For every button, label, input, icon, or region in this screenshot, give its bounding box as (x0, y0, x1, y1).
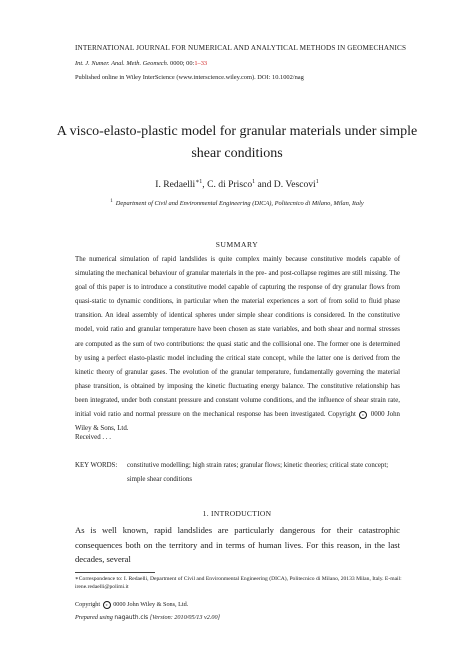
author-mark: ∗1 (195, 179, 203, 185)
keywords-text: constitutive modelling; high strain rates; granular flows; kinetic theories; critical state concept; simple shear conditions (127, 462, 389, 483)
author-separator: , (202, 179, 208, 191)
document-class: nagauth.cls (114, 615, 149, 621)
keywords-label: KEY WORDS: (75, 462, 118, 469)
received-line: Received . . . (75, 434, 111, 441)
keywords-block (75, 459, 400, 487)
prepared-version: [Version: 2010/05/13 v2.00] (148, 614, 221, 621)
author-name: I. Redaelli (155, 179, 196, 191)
footnote-divider (75, 572, 155, 573)
copyright-suffix: 0000 John Wiley & Sons, Ltd. (111, 601, 189, 608)
author-list (50, 178, 424, 190)
affiliation-mark: 1 (110, 199, 113, 204)
journal-abbrev: Int. J. Numer. Anal. Meth. Geomech. (75, 60, 169, 67)
page-range-link[interactable]: 1–33 (194, 60, 208, 67)
author-name: C. di Prisco (207, 179, 253, 191)
prepared-using-line (75, 614, 220, 621)
introduction-paragraph: As is well known, rapid landslides are particularly dangerous for their catastrophic consequences both on the territory and in terms of human lives. For this reason, in the last decades, several (75, 525, 400, 564)
published-online-line: Published online in Wiley InterScience (www.interscience.wiley.com). DOI: 10.1002/nag (75, 74, 304, 81)
journal-title: INTERNATIONAL JOURNAL FOR NUMERICAL AND ANALYTICAL METHODS IN GEOMECHANICS (75, 44, 407, 52)
author-separator: and (255, 179, 274, 191)
journal-volume: 0000; 00: (168, 60, 195, 67)
summary-heading: SUMMARY (215, 240, 259, 249)
copyright-icon: c (359, 411, 367, 419)
prepared-prefix: Prepared using (75, 614, 115, 621)
author-mark: 1 (252, 179, 256, 185)
author-mark: 1 (315, 179, 319, 185)
summary-copyright: 0000 John Wiley & Sons, Ltd. (75, 411, 400, 433)
section-heading-introduction: 1. INTRODUCTION (202, 509, 272, 518)
affiliation-text: Department of Civil and Environmental Engineering (DICA), Politecnico di Milano, Milan, Italy (115, 200, 364, 208)
copyright-icon: c (103, 601, 111, 609)
copyright-prefix: Copyright (75, 601, 101, 608)
summary-text: The numerical simulation of rapid landslides is quite complex mainly because constitutive models capable of simulating the mechanical behaviour of granular materials in the pre- and post-collapse regimes are still missing. The goal of this paper is to introduce a constitutive model capable of capturing the response of dry granular flows from quasi-static to dynamic conditions, in particular when the material experiences a sort of from solid to fluid phase transition. An ideal assembly of identical spheres under simple shear conditions is considered. In the constitutive model, void ratio and granular temperature have been chosen as state variables, and both shear and normal stresses are computed as the sum of two contributions: the quasi static and the collisional one. The former one is determined by using a perfect elasto-plastic model including the critical state concept, while the latter one is derived from the kinetic theory of granular gases. The evolution of the granular temperature, fundamentally governing the material phase transition, is obtained by imposing the kinetic fluctuating energy balance. The constitutive relationship has been integrated, under both constant pressure and constant volume conditions, and the influence of shear strain rate, initial void ratio and normal pressure on the mechanical response has been investigated. Copyright (75, 256, 400, 419)
footer-copyright (75, 601, 188, 609)
journal-citation (75, 60, 207, 67)
paper-title: A visco-elasto-plastic model for granular materials under simple shear conditions (56, 124, 418, 161)
correspondence-footnote: ∗Correspondence to: I. Redaelli, Department of Civil and Environmental Engineering (DICA), Politecnico di Milano, 20133 Milan, Italy. E-mail: irene.redaelli@polimi.it (75, 576, 402, 591)
summary-paragraph (75, 253, 400, 436)
affiliation (50, 199, 424, 207)
author-name: D. Vescovi (273, 179, 316, 191)
